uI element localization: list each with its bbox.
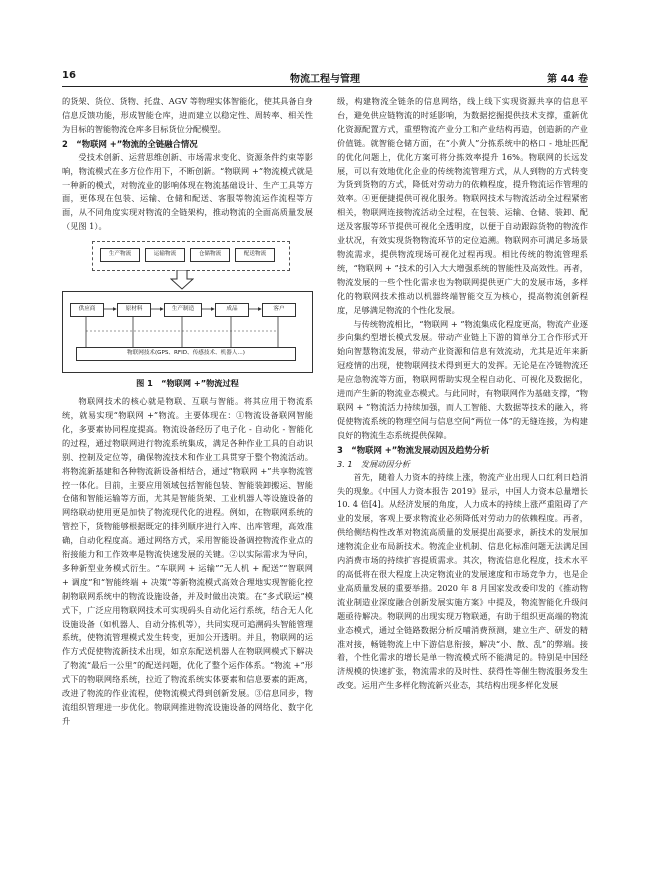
flow-box: 生产制造 [164, 303, 202, 317]
section-heading: 2 “物联网 +”物流的全链融合情况 [62, 138, 198, 149]
down-arrow-icon [170, 270, 194, 290]
iot-tech-box: 物联网技术(GPS、RFID、传感技术、机器人...) [76, 347, 296, 361]
flow-box: 客户 [262, 303, 296, 317]
stage-box: 运输物流 [145, 248, 185, 262]
page-number: 16 [62, 70, 76, 81]
figure-caption: 图 1 “物联网 +”物流过程 [136, 378, 239, 389]
left-column [62, 95, 313, 875]
flow-box: 供应商 [70, 303, 104, 317]
paragraph: 与传统物流相比，“物联网 + ”物流集成化程度更高，物流产业逐步向集约型增长模式发展。带动产业链上下游的简单分工合作形式开始向智慧物流发展，带动产业资源和信息有效流动，尤其是近年来新冠疫情的出现，使物联网技术得到更大的发挥。无论是在冷链物流还是应急物流等方面，物联网帮助实现全程自动化、可视化及数据化，进而产生新的物流业态模式。与此同时，有物联网作为基础支撑，“物联网 + ”物流活力持续加强，而人工智能、大数据等技术的融入，将促使物流系统的物理空间与信息空间“两位一体”的无缝连接，为构建良好的物流生态系统提供保障。 [337, 318, 588, 440]
volume-label: 第 44 卷 [547, 74, 588, 85]
stage-box: 生产物流 [100, 248, 140, 262]
right-column [337, 95, 588, 875]
subsection-heading: 3. 1 发展动因分析 [337, 458, 410, 469]
running-header [62, 70, 588, 86]
paragraph: 级，构建物流全链条的信息网络，线上线下实现资源共享的信息平台，避免供应链物流的时延影响，为数据挖掘提供技术支撑，重新优化资源配置方式，重塑物流产业分工和产业结构再造，创造新的产业价值链。就智能仓储方面，在“小黄人”分拣系统中的格口 - 地址匹配的优化问题上，优化方案可将分拣效率提升 16%。物联网的长远发展，可以有效地优化企业的传统物流管理方式，从人到物的方式转变为货到货物的方式，降低对劳动力的依赖程度，提升物流运作管理的效率。④更便捷提供可视化服务。物联网技术与物流活动全过程紧密相关，物联网连接物流活动全过程，在包装、运输、仓储、装卸、配送及客服等环节提供可视化全透明度，以便于自动跟踪货物的物流作业状况，有效实现货物物流环节的定位追溯。物联网亦可满足多场景物流需求，提供物流现场可视化过程再现。相比传统的物流管理系统，“物联网 + ”技术的引入大大增强系统的智能性及高效性。再者，物流发展的一些个性化需求也为物联网提供更广大的发展市场，多样化的物联网技术推动以机器终端智能交互为核心，提高物流创新程度，足够满足物流的个性化发展。 [337, 96, 588, 315]
stage-box: 配送物流 [235, 248, 275, 262]
flow-box: 成品 [215, 303, 249, 317]
paragraph: 物联网技术的核心就是物联、互联与智能。将其应用于物流系统，就易实现“物联网 +”物流。主要体现在：①物流设备联网智能化，多要素协同程度提高。物流设备经历了电子化 - 自动化 - 智能化的过程，通过物联网进行物流系统集成，满足各种作业工具的自动识别、控制及定位等，确保物流技术和作业工具贯穿于整个物流活动。将物流新基建和各种物流新设备相结合，通过“物联网 +”共享物流管控一体化。目前，主要应用领域包括智能包装、智能装卸搬运、智能仓储和智能运输等方面，尤其是智能货架、工业机器人等设施设备的网络联动使用更是加快了物流现代化的进程。例如，在物联网系统的管控下，货物能够根据既定的排列顺序进行入库、出库管理，高效准确，自动化程度高。通过网络方式，采用智能设备调控物流作业点的衔接能力和工作效率是物流快速发展的关键。②以实际需求为导向，多种新型业务模式衍生。“车联网 + 运输”“无人机 + 配送”“智联网 + 调度”和“智能终端 + 决策”等新物流模式高效合理地实现智能化控制物联网系统中的物流设施设备，并及时做出决策。在“多式联运”模式下，广泛应用物联网技术可实现码头自动化运行系统，结合无人化设施设备（如机器人、自动分拣机等），共同实现可追溯码头智能管理系统，使物流管理模式发生转变，更加公开透明。并且，物联网的运作方式促使物流新技术出现，如京东配送机器人在物联网模式下解决了物流“最后一公里”的配送问题，优化了整个运作体系。“物流 +”形式下的物联网络系统，拉近了物流系统实体要素和信息要素的距离，改进了物流的作业流程，使物流模式得到创新发展。③信息同步，物流组织管理进一步优化。物联网推进物流设施设备的网络化、数字化升 [62, 396, 313, 726]
header-rule [62, 86, 588, 87]
paragraph: 的货架、货位、货物、托盘、AGV 等物理实体智能化，使其具备自身信息反馈功能，形成智能仓库，进而建立以稳定性、周转率、相关性为目标的智能物流仓库多目标货位分配模型。 [62, 96, 313, 134]
stage-box: 仓储物流 [190, 248, 230, 262]
figure-1 [62, 237, 313, 375]
paragraph: 受技术创新、运营思维创新、市场需求变化、资源条件约束等影响，物流模式在多方位作用下，不断创新。“物联网 +”物流模式就是一种新的模式，对物流业的影响体现在物流基础设计、生产工具等方面，更体现在包装、运输、仓储和配送、客服等物流运作流程等方面，从不同角度实现对物流的全链架构，推动物流的全面高质量发展（见图 1）。 [62, 151, 313, 232]
paragraph: 首先，随着人力资本的持续上涨，物流产业出现人口红利日趋消失的现象。《中国人力资本报告 2019》显示，中国人力资本总量增长 10. 4 倍[4]。从经济发展的角度，人力成本的持续上涨严重阻碍了产业的发展，客观上要求物流业必须降低对劳动力的依赖程度。再者，供给侧结构性改革对物流高质量的发展提出高要求，新技术的发展加速物流企业布局新技术。物流企业机制、信息化标准问题无法满足国内消费市场的持续扩容提质需求。其次，物流信息化程度，技术水平的高低将在很大程度上决定物流业的发展速度和市场竞争力，也是企业高质量发展的重要举措。2020 年 8 月国家发改委印发的《推动物流业制造业深度融合创新发展实施方案》中提及，物流智能化升级问题亟待解决。物联网的出现实现万物联通，有助于组织更高端的物流业态模式，通过全链路数据分析反哺消费预测，建立生产、研发的精准对接，畅链物流上中下游信息衔接，解决“小、散、乱”的弊端。接着，个性化需求的增长是单一物流模式所不能满足的。特别是中国经济规模的快速扩张，物流需求的及时性、获得性等催生物流服务发生改变。运用产生多样化物流新兴业态，其结构出现多样化发展 [337, 471, 588, 691]
journal-title: 物流工程与管理 [290, 74, 360, 85]
section-heading: 3 “物联网 +”物流发展动因及趋势分析 [337, 444, 490, 455]
flow-box: 原材料 [117, 303, 151, 317]
